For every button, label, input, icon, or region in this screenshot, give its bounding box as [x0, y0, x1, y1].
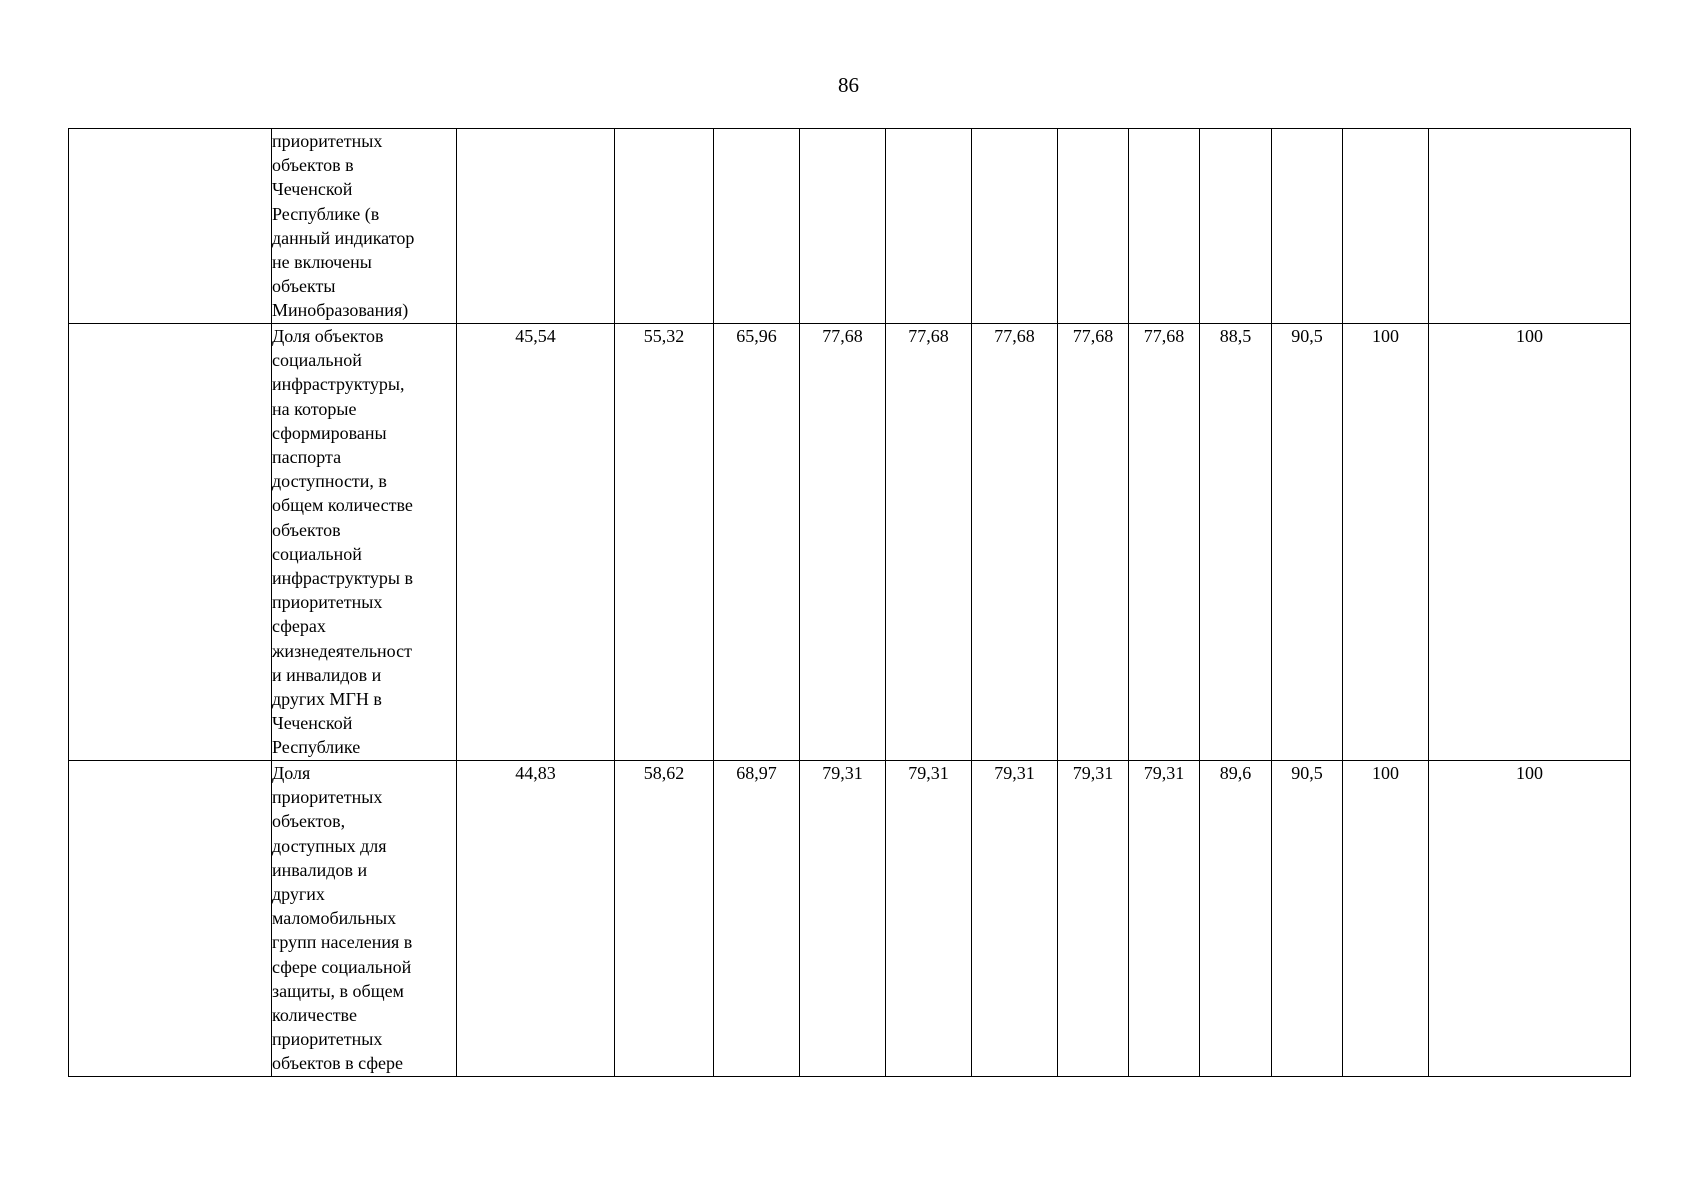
value-cell: 45,54	[457, 324, 615, 761]
value-cell	[1343, 129, 1429, 324]
value-cell: 79,31	[800, 761, 886, 1077]
empty-cell	[69, 324, 272, 761]
value-cell	[972, 129, 1058, 324]
table-row	[69, 324, 1631, 761]
value-cell	[1429, 129, 1631, 324]
value-cell	[714, 129, 800, 324]
value-cell	[800, 129, 886, 324]
value-cell: 77,68	[800, 324, 886, 761]
value-cell: 58,62	[615, 761, 714, 1077]
empty-cell	[69, 129, 272, 324]
value-cell	[886, 129, 972, 324]
value-cell: 88,5	[1200, 324, 1272, 761]
value-cell	[1200, 129, 1272, 324]
page-number: 86	[838, 73, 859, 97]
value-cell	[1058, 129, 1129, 324]
value-cell: 44,83	[457, 761, 615, 1077]
value-cell: 79,31	[886, 761, 972, 1077]
value-cell	[615, 129, 714, 324]
table-row	[69, 761, 1631, 1077]
value-cell: 55,32	[615, 324, 714, 761]
value-cell: 100	[1343, 761, 1429, 1077]
value-cell: 79,31	[1058, 761, 1129, 1077]
table-row	[69, 129, 1631, 324]
value-cell: 89,6	[1200, 761, 1272, 1077]
indicator-cell: Доля объектов социальной инфраструктуры, на которые сформированы паспорта доступности, в общем количестве объектов социальной инфраструктуры в приоритетных сферах жизнедеятельност и инвалидов и других МГН в Чеченской Республике	[272, 324, 457, 761]
value-cell	[457, 129, 615, 324]
value-cell: 77,68	[886, 324, 972, 761]
indicator-cell: приоритетных объектов в Чеченской Республике (в данный индикатор не включены объекты Минобразования)	[272, 129, 457, 324]
value-cell: 79,31	[972, 761, 1058, 1077]
value-cell	[1272, 129, 1343, 324]
value-cell: 65,96	[714, 324, 800, 761]
value-cell: 68,97	[714, 761, 800, 1077]
value-cell: 100	[1343, 324, 1429, 761]
value-cell: 100	[1429, 761, 1631, 1077]
empty-cell	[69, 761, 272, 1077]
value-cell: 77,68	[972, 324, 1058, 761]
indicators-table	[68, 128, 1631, 1077]
value-cell	[1129, 129, 1200, 324]
value-cell: 90,5	[1272, 761, 1343, 1077]
value-cell: 77,68	[1129, 324, 1200, 761]
indicator-cell: Доля приоритетных объектов, доступных для инвалидов и других маломобильных групп населения в сфере социальной защиты, в общем количестве приоритетных объектов в сфере	[272, 761, 457, 1077]
value-cell: 79,31	[1129, 761, 1200, 1077]
value-cell: 100	[1429, 324, 1631, 761]
value-cell: 90,5	[1272, 324, 1343, 761]
value-cell: 77,68	[1058, 324, 1129, 761]
